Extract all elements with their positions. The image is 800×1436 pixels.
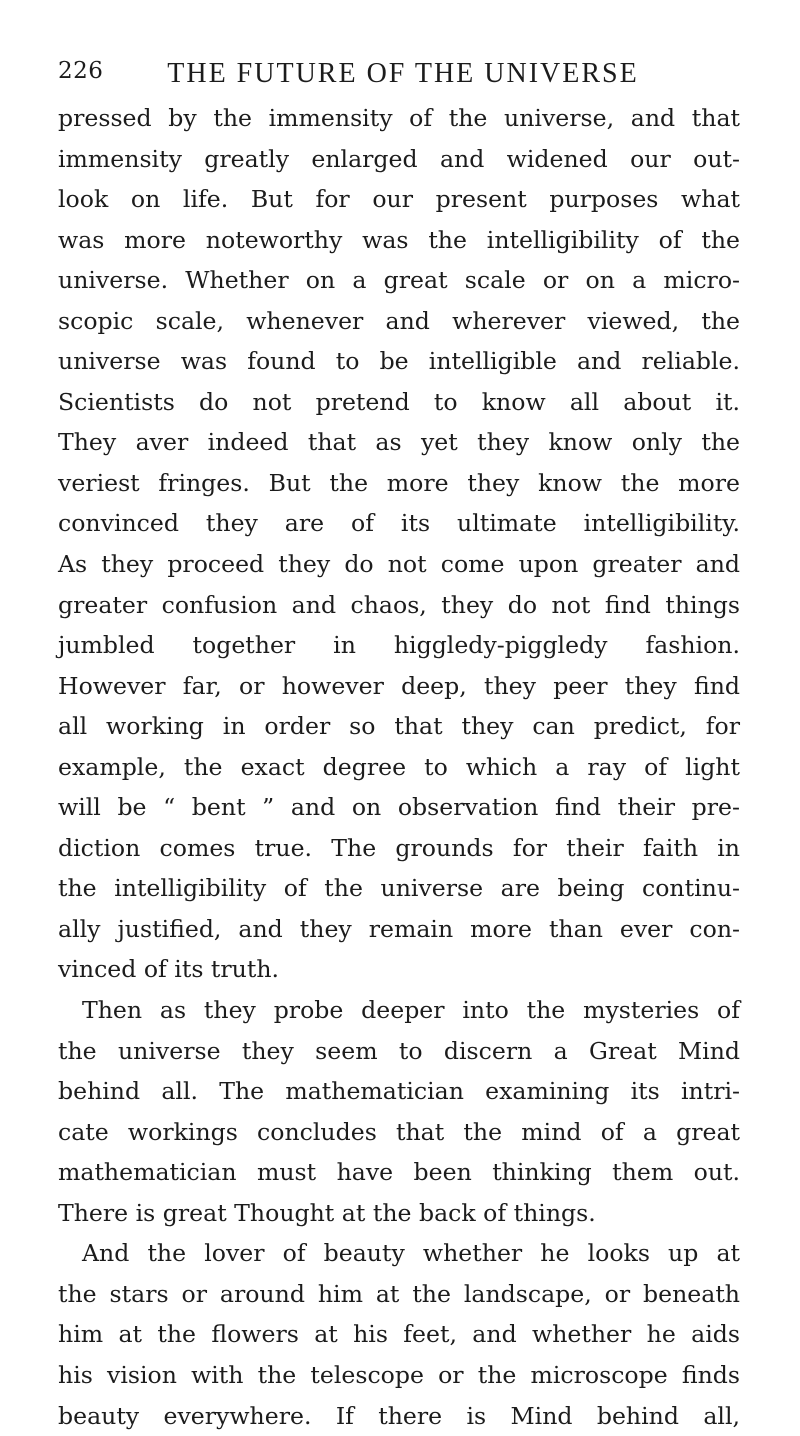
- text-line: was more noteworthy was the intelligibility of the: [58, 220, 740, 261]
- text-line: veriest fringes. But the more they know the more: [58, 463, 740, 504]
- text-line: mathematician must have been thinking them out.: [58, 1152, 740, 1193]
- text-line: will be “ bent ” and on observation find their pre-: [58, 787, 740, 828]
- text-line: scopic scale, whenever and wherever viewed, the: [58, 301, 740, 342]
- text-line: And the lover of beauty whether he looks up at: [58, 1233, 740, 1274]
- text-line: his vision with the telescope or the microscope finds: [58, 1355, 740, 1396]
- text-line: ally justified, and they remain more than ever con-: [58, 909, 740, 950]
- text-line: beauty everywhere. If there is Mind behind all,: [58, 1396, 740, 1436]
- text-line: behind all. The mathematician examining its intri-: [58, 1071, 740, 1112]
- text-line: universe was found to be intelligible and reliable.: [58, 341, 740, 382]
- running-title: THE FUTURE OF THE UNIVERSE: [58, 58, 748, 90]
- text-line: example, the exact degree to which a ray of light: [58, 747, 740, 788]
- text-line: greater confusion and chaos, they do not find things: [58, 585, 740, 626]
- running-head: [58, 58, 748, 98]
- text-line: cate workings concludes that the mind of a great: [58, 1112, 740, 1153]
- text-line: Then as they probe deeper into the mysteries of: [58, 990, 740, 1031]
- text-line: There is great Thought at the back of things.: [58, 1193, 740, 1234]
- text-line: pressed by the immensity of the universe, and that: [58, 98, 740, 139]
- text-line: convinced they are of its ultimate intelligibility.: [58, 503, 740, 544]
- text-line: universe. Whether on a great scale or on a micro-: [58, 260, 740, 301]
- text-line: However far, or however deep, they peer they find: [58, 666, 740, 707]
- body-text: [58, 98, 740, 1436]
- text-line: jumbled together in higgledy-piggledy fashion.: [58, 625, 740, 666]
- paragraph-3: [58, 1233, 740, 1436]
- text-line: the stars or around him at the landscape, or beneath: [58, 1274, 740, 1315]
- text-line: They aver indeed that as yet they know only the: [58, 422, 740, 463]
- text-line: vinced of its truth.: [58, 949, 740, 990]
- paragraph-2: [58, 990, 740, 1233]
- text-line: diction comes true. The grounds for their faith in: [58, 828, 740, 869]
- page-number: 226: [58, 58, 103, 84]
- text-line: the intelligibility of the universe are being continu-: [58, 868, 740, 909]
- text-line: all working in order so that they can predict, for: [58, 706, 740, 747]
- text-line: Scientists do not pretend to know all about it.: [58, 382, 740, 423]
- text-line: immensity greatly enlarged and widened our out-: [58, 139, 740, 180]
- text-line: him at the flowers at his feet, and whether he aids: [58, 1314, 740, 1355]
- text-line: look on life. But for our present purposes what: [58, 179, 740, 220]
- paragraph-1: [58, 98, 740, 990]
- text-line: As they proceed they do not come upon greater and: [58, 544, 740, 585]
- text-line: the universe they seem to discern a Great Mind: [58, 1031, 740, 1072]
